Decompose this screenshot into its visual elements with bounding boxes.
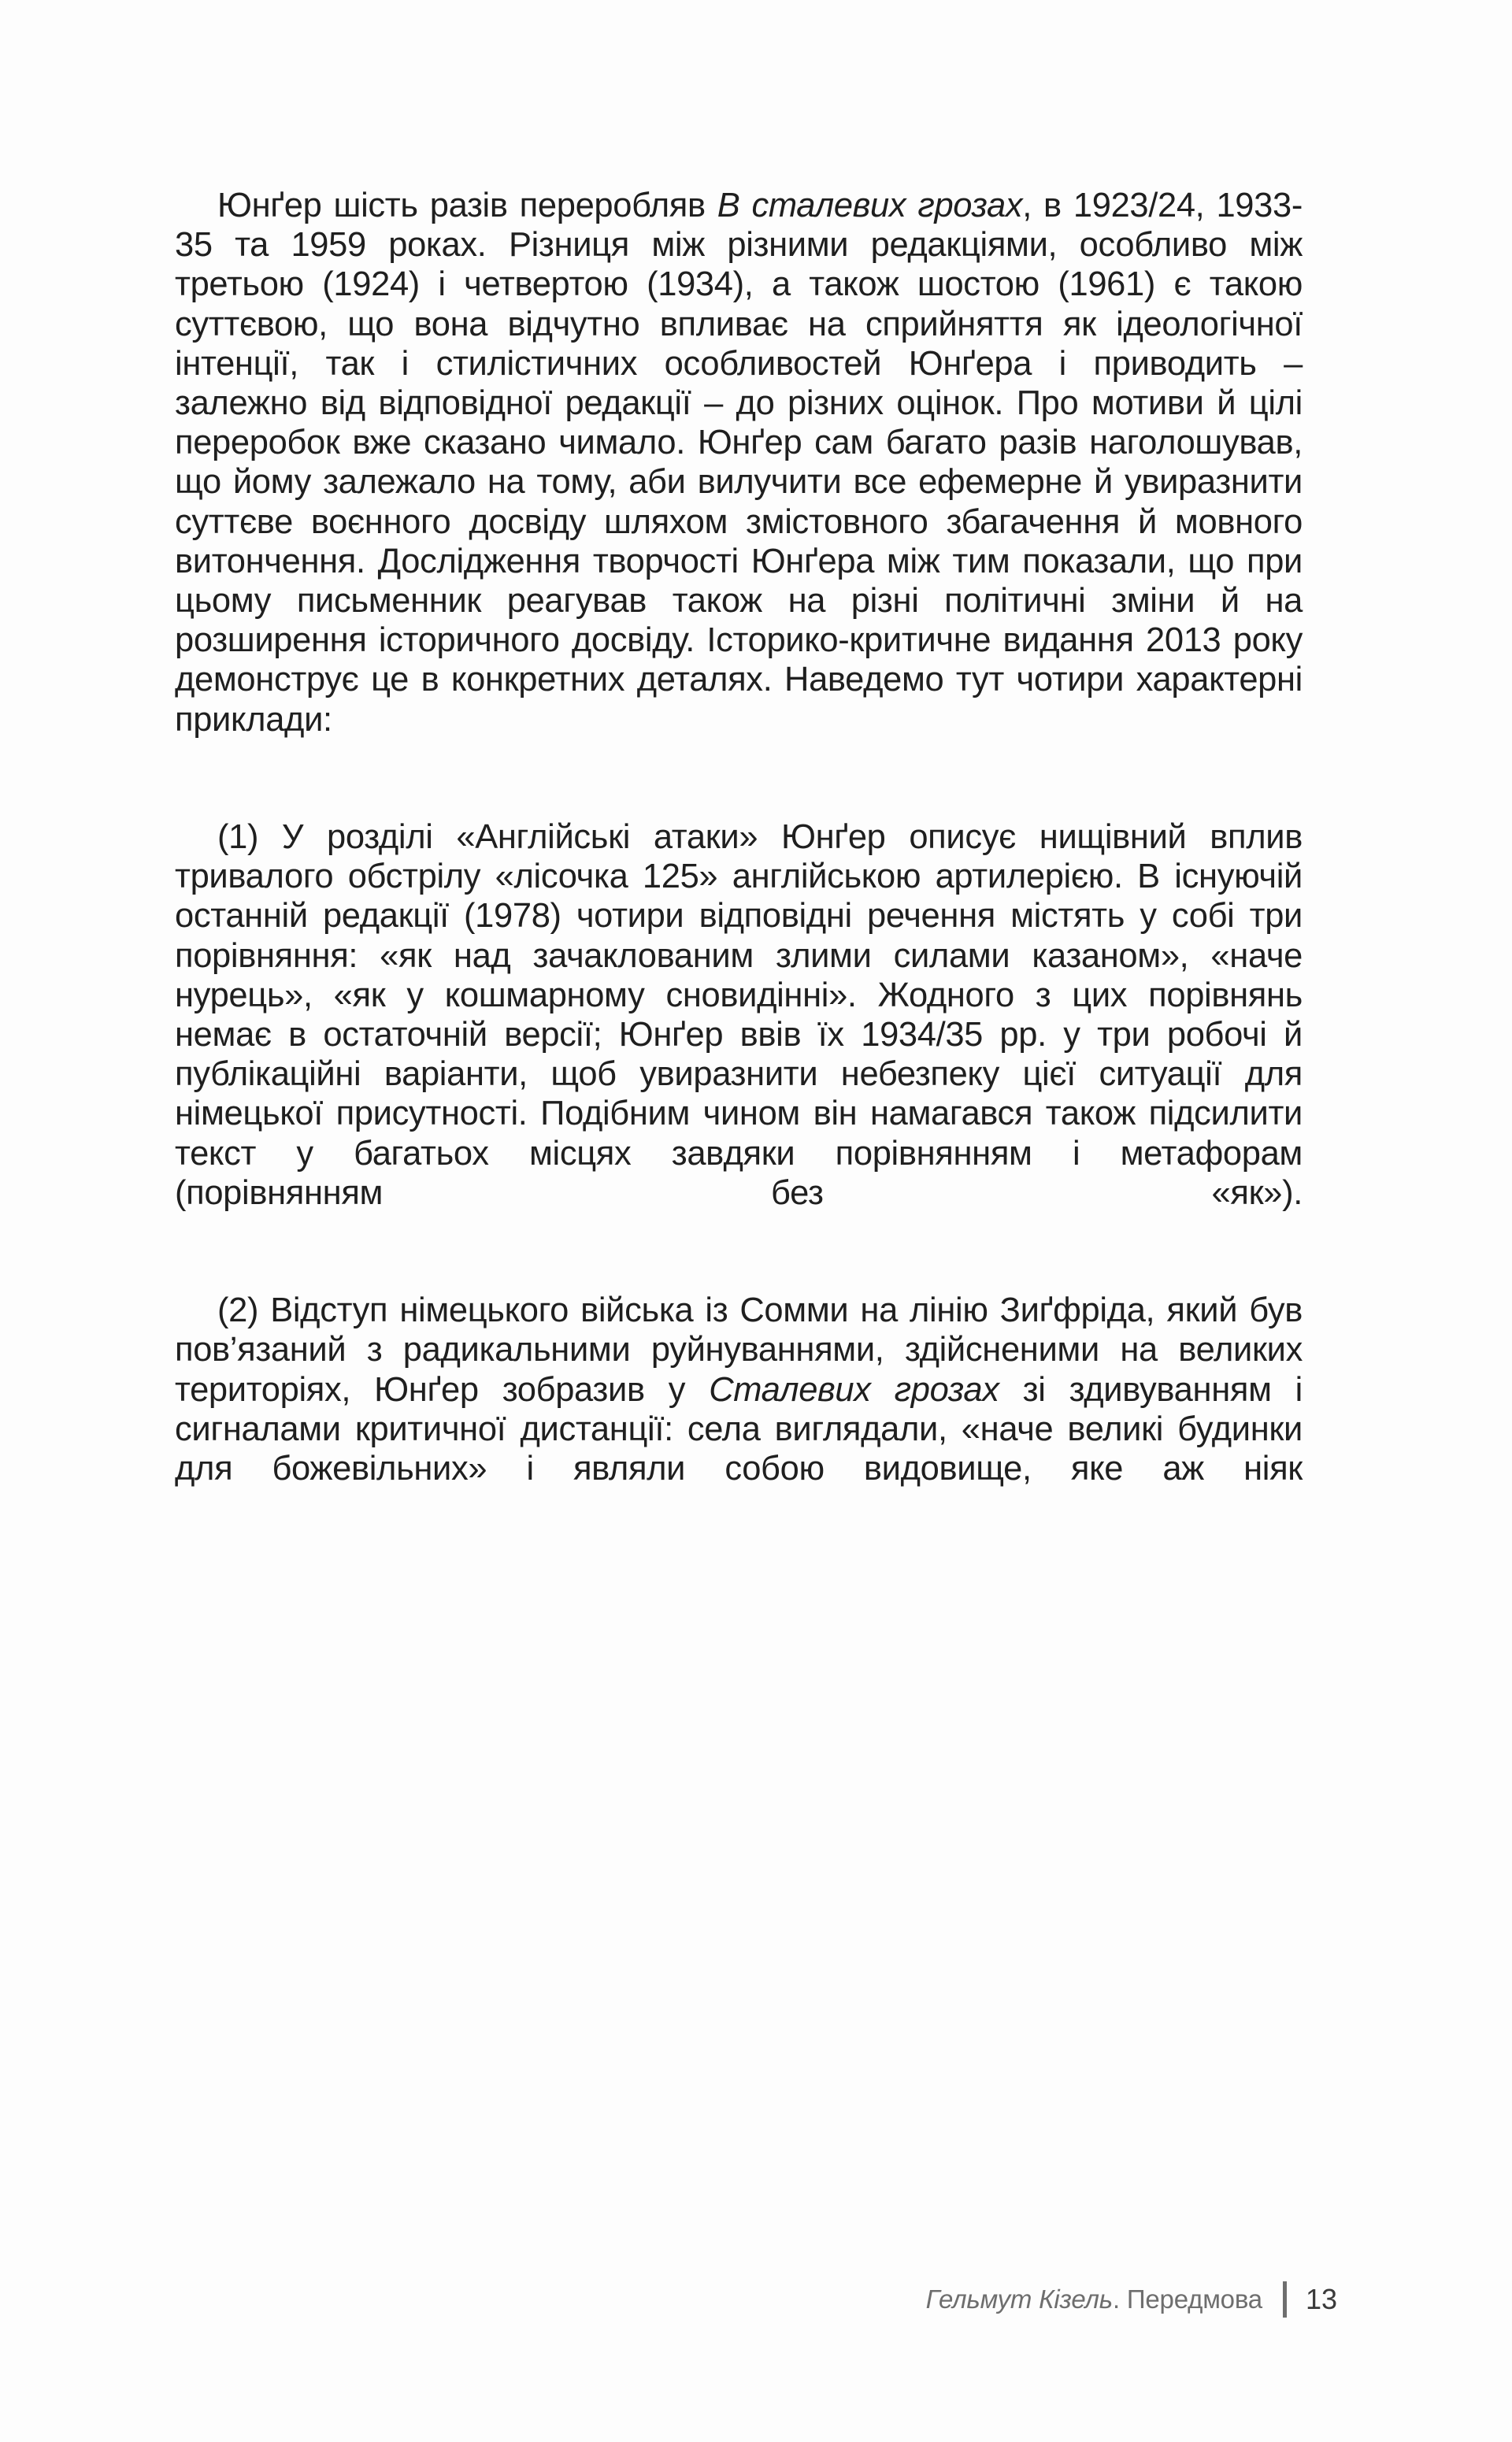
footer-separator-text: . (1112, 2285, 1127, 2314)
paragraph-1-run-3: , в 1923/24, 1933-35 та 1959 роках. Різниця між різними редакціями, особливо між третьою (1924) і четвертою (1934), а також шостою (1961) є такою суттєвою, що вона відчутно впливає на сприйняття як ідеологічної інтенції, так і стилістичних особливостей Юнґера і приводить – залежно від відповідної редакції – до різних оцінок. Про мотиви й цілі переробок вже сказано чимало. Юнґер сам багато разів наголошував, що йому залежало на тому, аби вилучити все ефемерне й увиразнити суттєве воєнного досвіду шляхом змістовного збагачення й мовного витончення. Дослідження творчості Юнґера між тим показали, що при цьому письменник реагував також на різні політичні зміни й на розширення історичного досвіду. Історико-критичне видання 2013 року демонструє це в конкретних деталях. Наведемо тут чотири характерні приклади: (175, 187, 1303, 739)
paragraph-2 (175, 817, 1303, 1252)
footer-running-head (926, 2282, 1262, 2317)
book-title-italic-stalevykh-hrozakh: Сталевих грозах (709, 1370, 999, 1409)
footer-divider-bar (1283, 2281, 1287, 2318)
body-text-column (175, 186, 1303, 1529)
paragraph-3-run-1: (2) Відступ німецького війська із Сомми на лінію Зиґфріда, який був пов’язаний з радикальними руйнуваннями, здійсненими на великих територіях, Юнґер зобразив у (175, 1291, 1303, 1409)
footer-section-title: Передмова (1126, 2285, 1262, 2314)
paragraph-3-run-3: зі здивуванням і сигналами критичної дистанції: села виглядали, «наче великі будинки для божевільних» і являли собою видовище, яке аж ніяк (175, 1370, 1303, 1488)
page-number: 13 (1305, 2283, 1337, 2315)
page-footer (175, 2272, 1337, 2327)
paragraph-3 (175, 1291, 1303, 1528)
footer-author-name: Гельмут Кізель (925, 2285, 1113, 2314)
paragraph-2-run-1: (1) У розділі «Англійські атаки» Юнґер описує нищівний вплив тривалого обстрілу «лісочка 125» англійською артилерією. В існуючій останній редакції (1978) чотири відповідні речення містять у собі три порівняння: «як над зачаклованим злими силами казаном», «наче нурець», «як у кошмарному сновидінні». Жодного з цих порівнянь немає в остаточній версії; Юнґер ввів їх 1934/35 рр. у три робочі й публікаційні варіанти, щоб увиразнити небезпеку цієї ситуації для німецької присутності. Подібним чином він намагався також підсилити текст у багатьох місцях завдяки порівнянням і метафорам (порівнянням без «як»). (175, 818, 1303, 1212)
paragraph-1 (175, 186, 1303, 779)
paragraph-1-run-1: Юнґер шість разів переробляв (217, 187, 717, 224)
book-title-italic-shtorm: В сталевих грозах (717, 187, 1023, 224)
